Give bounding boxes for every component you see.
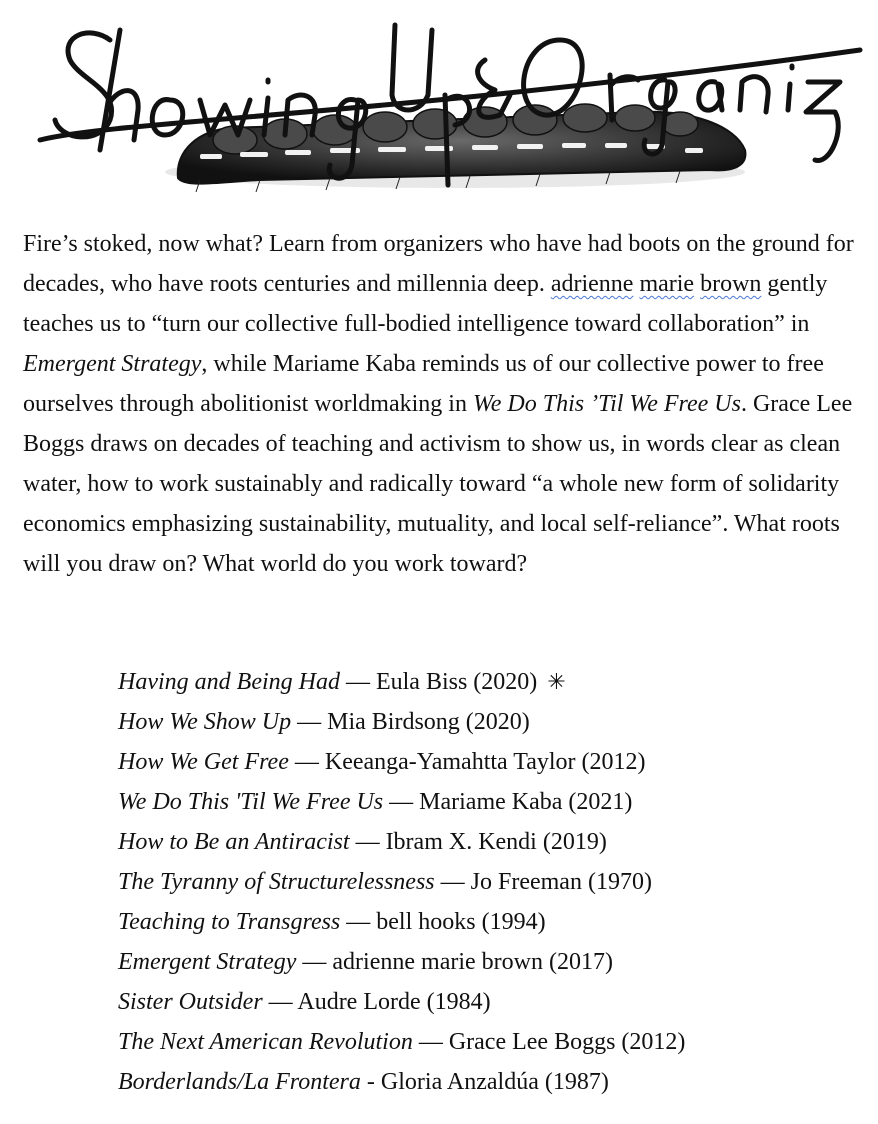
book-title: Borderlands/La Frontera <box>118 1069 361 1095</box>
book-separator: — <box>349 829 386 855</box>
book-list-item <box>118 862 685 902</box>
intro-text-3: , while Mariame Kaba reminds us of our collective power to free ourselves through abolitionist worldmaking in <box>23 351 824 417</box>
book-author-year: Keeanga-Yamahtta Taylor (2012) <box>324 749 646 775</box>
book-author-year: Audre Lorde (1984) <box>297 989 491 1015</box>
header-art <box>0 0 878 210</box>
intro-text-4: . Grace Lee Boggs draws on decades of teaching and activism to show us, in words clear as clean water, how to work sustainably and radically toward “a whole new form of solidarity economics emphasizing sustainability, mutuality, and local self-reliance”. What roots will you draw on? What world do you work toward? <box>23 391 853 577</box>
book-list-item <box>118 1062 685 1102</box>
asterisk-icon: ✳ <box>547 669 566 694</box>
book-title: The Next American Revolution <box>118 1029 413 1055</box>
book-list-item <box>118 702 685 742</box>
misspelled-word-brown[interactable]: brown <box>700 271 762 297</box>
book-list-item <box>118 822 685 862</box>
book-list-item <box>118 982 685 1022</box>
book-title: Having and Being Had <box>118 669 340 695</box>
book-author-year: Gloria Anzaldúa (1987) <box>380 1069 609 1095</box>
intro-book-title-emergent-strategy: Emergent Strategy <box>23 351 202 377</box>
book-author-year: Eula Biss (2020) <box>375 669 538 695</box>
header-banner <box>0 0 878 210</box>
book-title: Emergent Strategy <box>118 949 297 975</box>
book-list-item <box>118 742 685 782</box>
book-list-item <box>118 782 685 822</box>
book-author-year: Ibram X. Kendi (2019) <box>385 829 607 855</box>
book-author-year: adrienne marie brown (2017) <box>332 949 613 975</box>
book-separator: — <box>296 949 333 975</box>
book-separator: — <box>288 749 325 775</box>
book-separator: — <box>291 709 328 735</box>
book-title: How We Show Up <box>118 709 292 735</box>
book-title: Sister Outsider <box>118 989 263 1015</box>
book-author-year: Jo Freeman (1970) <box>470 869 652 895</box>
intro-paragraph <box>23 224 865 584</box>
book-list-item <box>118 942 685 982</box>
book-title: We Do This 'Til We Free Us <box>118 789 384 815</box>
book-title: How to Be an Antiracist <box>118 829 350 855</box>
book-separator: — <box>262 989 298 1015</box>
intro-text-2: gently teaches us to “turn our collective full-bodied intelligence toward collaboration” in <box>23 271 828 337</box>
book-author-year: Grace Lee Boggs (2012) <box>448 1029 686 1055</box>
book-separator: — <box>339 669 376 695</box>
book-author-year: Mia Birdsong (2020) <box>327 709 530 735</box>
intro-book-title-we-do-this: We Do This ’Til We Free Us <box>472 391 741 417</box>
book-author-year: Mariame Kaba (2021) <box>419 789 633 815</box>
book-title: The Tyranny of Structurelessness <box>118 869 435 895</box>
book-separator: — <box>340 909 377 935</box>
book-separator: — <box>412 1029 449 1055</box>
book-separator: — <box>434 869 471 895</box>
book-list-item <box>118 1022 685 1062</box>
book-title: How We Get Free <box>118 749 289 775</box>
intro-text-1: Fire’s stoked, now what? Learn from organizers who have had boots on the ground for decades, who have roots centuries and millennia deep. <box>23 231 854 297</box>
book-separator: - <box>360 1069 381 1095</box>
misspelled-word-marie[interactable]: marie <box>639 271 695 297</box>
book-list-item <box>118 662 685 702</box>
book-author-year: bell hooks (1994) <box>376 909 546 935</box>
book-title: Teaching to Transgress <box>118 909 341 935</box>
book-list <box>118 662 685 1102</box>
misspelled-word-adrienne[interactable]: adrienne <box>550 271 634 297</box>
book-list-item <box>118 902 685 942</box>
book-separator: — <box>383 789 420 815</box>
